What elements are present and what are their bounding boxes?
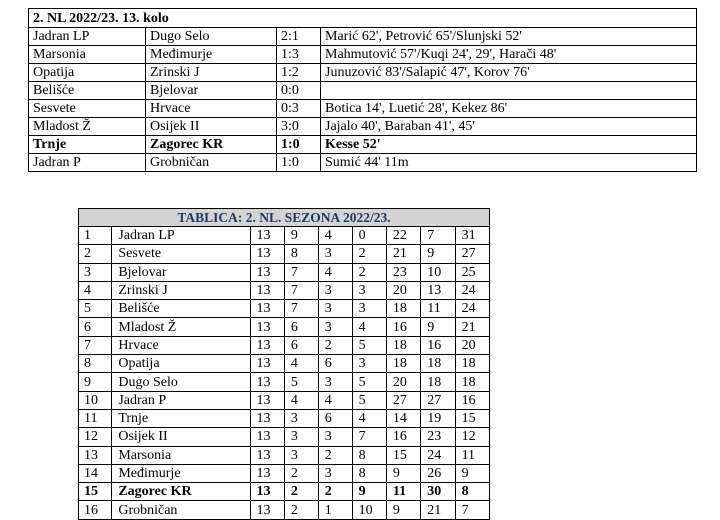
played-cell: 13 (250, 355, 284, 373)
wins-cell: 7 (284, 263, 318, 281)
match-score: 1:0 (277, 136, 321, 154)
team-name-cell: Belišće (112, 300, 250, 318)
played-cell: 13 (250, 409, 284, 427)
results-header-row (29, 9, 697, 28)
goals-for-cell: 18 (386, 336, 420, 354)
points-cell: 8 (455, 483, 489, 501)
wins-cell: 7 (284, 300, 318, 318)
losses-cell: 2 (352, 245, 386, 263)
team-name-cell: Grobničan (112, 501, 250, 519)
team-name-cell: Zagorec KR (112, 483, 250, 501)
wins-cell: 4 (284, 355, 318, 373)
wins-cell: 8 (284, 245, 318, 263)
home-team: Jadran LP (29, 28, 146, 46)
position-cell: 9 (79, 373, 112, 391)
standings-row (79, 336, 490, 354)
draws-cell: 6 (318, 355, 352, 373)
position-cell: 14 (79, 464, 112, 482)
position-cell: 2 (79, 245, 112, 263)
points-cell: 12 (455, 428, 489, 446)
losses-cell: 5 (352, 336, 386, 354)
goals-for-cell: 21 (386, 245, 420, 263)
points-cell: 11 (455, 446, 489, 464)
draws-cell: 2 (318, 483, 352, 501)
standings-row (79, 446, 490, 464)
position-cell: 15 (79, 483, 112, 501)
goals-for-cell: 23 (386, 263, 420, 281)
losses-cell: 0 (352, 227, 386, 245)
team-name-cell: Zrinski J (112, 281, 250, 299)
losses-cell: 5 (352, 391, 386, 409)
goal-scorers: Jajalo 40', Baraban 41', 45' (321, 118, 697, 136)
home-team: Mladost Ž (29, 118, 146, 136)
goal-scorers: Kesse 52' (321, 136, 697, 154)
away-team: Zrinski J (146, 64, 277, 82)
goal-scorers: Botica 14', Luetić 28', Kekez 86' (321, 100, 697, 118)
losses-cell: 10 (352, 501, 386, 519)
results-title: 2. NL 2022/23. 13. kolo (29, 9, 697, 28)
played-cell: 13 (250, 464, 284, 482)
goals-for-cell: 15 (386, 446, 420, 464)
played-cell: 13 (250, 501, 284, 519)
away-team: Hrvace (146, 100, 277, 118)
standings-row (79, 263, 490, 281)
position-cell: 13 (79, 446, 112, 464)
standings-table (78, 208, 490, 520)
played-cell: 13 (250, 446, 284, 464)
match-row (29, 46, 697, 64)
position-cell: 10 (79, 391, 112, 409)
match-row (29, 82, 697, 100)
standings-row (79, 464, 490, 482)
wins-cell: 3 (284, 446, 318, 464)
played-cell: 13 (250, 373, 284, 391)
points-cell: 16 (455, 391, 489, 409)
home-team: Opatija (29, 64, 146, 82)
goal-scorers (321, 82, 697, 100)
standings-row (79, 318, 490, 336)
position-cell: 4 (79, 281, 112, 299)
team-name-cell: Hrvace (112, 336, 250, 354)
draws-cell: 2 (318, 336, 352, 354)
played-cell: 13 (250, 281, 284, 299)
goal-scorers: Junuzović 83'/Salapić 47', Korov 76' (321, 64, 697, 82)
wins-cell: 3 (284, 409, 318, 427)
points-cell: 18 (455, 373, 489, 391)
goals-against-cell: 23 (421, 428, 455, 446)
position-cell: 7 (79, 336, 112, 354)
goals-against-cell: 18 (421, 355, 455, 373)
points-cell: 24 (455, 300, 489, 318)
position-cell: 6 (79, 318, 112, 336)
standings-title-row (79, 209, 490, 227)
standings-row (79, 300, 490, 318)
away-team: Grobničan (146, 154, 277, 172)
standings-row (79, 245, 490, 263)
goals-for-cell: 9 (386, 501, 420, 519)
goals-against-cell: 26 (421, 464, 455, 482)
standings-row (79, 483, 490, 501)
match-score: 1:3 (277, 46, 321, 64)
draws-cell: 3 (318, 373, 352, 391)
standings-row (79, 501, 490, 519)
goals-against-cell: 10 (421, 263, 455, 281)
team-name-cell: Osijek II (112, 428, 250, 446)
match-row (29, 100, 697, 118)
home-team: Jadran P (29, 154, 146, 172)
losses-cell: 4 (352, 409, 386, 427)
standings-row (79, 409, 490, 427)
goals-for-cell: 22 (386, 227, 420, 245)
points-cell: 21 (455, 318, 489, 336)
match-score: 3:0 (277, 118, 321, 136)
played-cell: 13 (250, 428, 284, 446)
draws-cell: 4 (318, 391, 352, 409)
wins-cell: 2 (284, 464, 318, 482)
away-team: Osijek II (146, 118, 277, 136)
team-name-cell: Trnje (112, 409, 250, 427)
goals-against-cell: 13 (421, 281, 455, 299)
team-name-cell: Marsonia (112, 446, 250, 464)
home-team: Marsonia (29, 46, 146, 64)
match-score: 0:0 (277, 82, 321, 100)
team-name-cell: Dugo Selo (112, 373, 250, 391)
goals-for-cell: 11 (386, 483, 420, 501)
points-cell: 18 (455, 355, 489, 373)
wins-cell: 6 (284, 318, 318, 336)
wins-cell: 2 (284, 483, 318, 501)
goals-for-cell: 18 (386, 300, 420, 318)
goals-against-cell: 9 (421, 318, 455, 336)
match-row-highlighted (29, 136, 697, 154)
team-name-cell: Mladost Ž (112, 318, 250, 336)
draws-cell: 4 (318, 263, 352, 281)
position-cell: 11 (79, 409, 112, 427)
goals-for-cell: 16 (386, 318, 420, 336)
match-row (29, 118, 697, 136)
goals-against-cell: 19 (421, 409, 455, 427)
goals-for-cell: 27 (386, 391, 420, 409)
position-cell: 1 (79, 227, 112, 245)
draws-cell: 1 (318, 501, 352, 519)
played-cell: 13 (250, 263, 284, 281)
standings-row (79, 391, 490, 409)
draws-cell: 3 (318, 428, 352, 446)
wins-cell: 6 (284, 336, 318, 354)
goals-for-cell: 9 (386, 464, 420, 482)
points-cell: 9 (455, 464, 489, 482)
draws-cell: 3 (318, 300, 352, 318)
team-name-cell: Opatija (112, 355, 250, 373)
standings-title: TABLICA: 2. NL. SEZONA 2022/23. (79, 209, 490, 227)
match-score: 1:2 (277, 64, 321, 82)
wins-cell: 7 (284, 281, 318, 299)
goals-against-cell: 7 (421, 227, 455, 245)
match-score: 0:3 (277, 100, 321, 118)
played-cell: 13 (250, 227, 284, 245)
points-cell: 24 (455, 281, 489, 299)
draws-cell: 2 (318, 446, 352, 464)
position-cell: 16 (79, 501, 112, 519)
losses-cell: 4 (352, 318, 386, 336)
match-row (29, 28, 697, 46)
points-cell: 31 (455, 227, 489, 245)
standings-row (79, 355, 490, 373)
standings-row (79, 227, 490, 245)
goals-against-cell: 27 (421, 391, 455, 409)
points-cell: 20 (455, 336, 489, 354)
team-name-cell: Međimurje (112, 464, 250, 482)
away-team: Međimurje (146, 46, 277, 64)
goals-for-cell: 18 (386, 355, 420, 373)
standings-row (79, 373, 490, 391)
goals-against-cell: 9 (421, 245, 455, 263)
team-name-cell: Bjelovar (112, 263, 250, 281)
wins-cell: 5 (284, 373, 318, 391)
goals-against-cell: 11 (421, 300, 455, 318)
standings-row (79, 428, 490, 446)
goals-against-cell: 30 (421, 483, 455, 501)
points-cell: 7 (455, 501, 489, 519)
draws-cell: 3 (318, 281, 352, 299)
goal-scorers: Mahmutović 57'/Kuqi 24', 29', Harači 48' (321, 46, 697, 64)
points-cell: 15 (455, 409, 489, 427)
position-cell: 12 (79, 428, 112, 446)
goals-for-cell: 16 (386, 428, 420, 446)
losses-cell: 3 (352, 281, 386, 299)
wins-cell: 9 (284, 227, 318, 245)
goals-for-cell: 20 (386, 281, 420, 299)
goals-against-cell: 18 (421, 373, 455, 391)
losses-cell: 3 (352, 355, 386, 373)
position-cell: 3 (79, 263, 112, 281)
results-table (28, 8, 697, 172)
home-team: Trnje (29, 136, 146, 154)
away-team: Zagorec KR (146, 136, 277, 154)
played-cell: 13 (250, 245, 284, 263)
played-cell: 13 (250, 336, 284, 354)
position-cell: 5 (79, 300, 112, 318)
goal-scorers: Marić 62', Petrović 65'/Slunjski 52' (321, 28, 697, 46)
goals-against-cell: 24 (421, 446, 455, 464)
wins-cell: 2 (284, 501, 318, 519)
draws-cell: 3 (318, 245, 352, 263)
goals-against-cell: 16 (421, 336, 455, 354)
draws-cell: 3 (318, 464, 352, 482)
position-cell: 8 (79, 355, 112, 373)
home-team: Sesvete (29, 100, 146, 118)
losses-cell: 2 (352, 263, 386, 281)
played-cell: 13 (250, 300, 284, 318)
draws-cell: 4 (318, 227, 352, 245)
home-team: Belišće (29, 82, 146, 100)
wins-cell: 3 (284, 428, 318, 446)
match-row (29, 154, 697, 172)
goals-for-cell: 14 (386, 409, 420, 427)
standings-row (79, 281, 490, 299)
losses-cell: 8 (352, 446, 386, 464)
draws-cell: 6 (318, 409, 352, 427)
losses-cell: 3 (352, 300, 386, 318)
losses-cell: 7 (352, 428, 386, 446)
team-name-cell: Jadran P (112, 391, 250, 409)
match-score: 2:1 (277, 28, 321, 46)
played-cell: 13 (250, 318, 284, 336)
draws-cell: 3 (318, 318, 352, 336)
team-name-cell: Sesvete (112, 245, 250, 263)
goal-scorers: Sumić 44' 11m (321, 154, 697, 172)
played-cell: 13 (250, 391, 284, 409)
match-row (29, 64, 697, 82)
away-team: Dugo Selo (146, 28, 277, 46)
match-score: 1:0 (277, 154, 321, 172)
goals-for-cell: 20 (386, 373, 420, 391)
losses-cell: 9 (352, 483, 386, 501)
played-cell: 13 (250, 483, 284, 501)
wins-cell: 4 (284, 391, 318, 409)
points-cell: 27 (455, 245, 489, 263)
goals-against-cell: 21 (421, 501, 455, 519)
away-team: Bjelovar (146, 82, 277, 100)
points-cell: 25 (455, 263, 489, 281)
losses-cell: 8 (352, 464, 386, 482)
team-name-cell: Jadran LP (112, 227, 250, 245)
losses-cell: 5 (352, 373, 386, 391)
